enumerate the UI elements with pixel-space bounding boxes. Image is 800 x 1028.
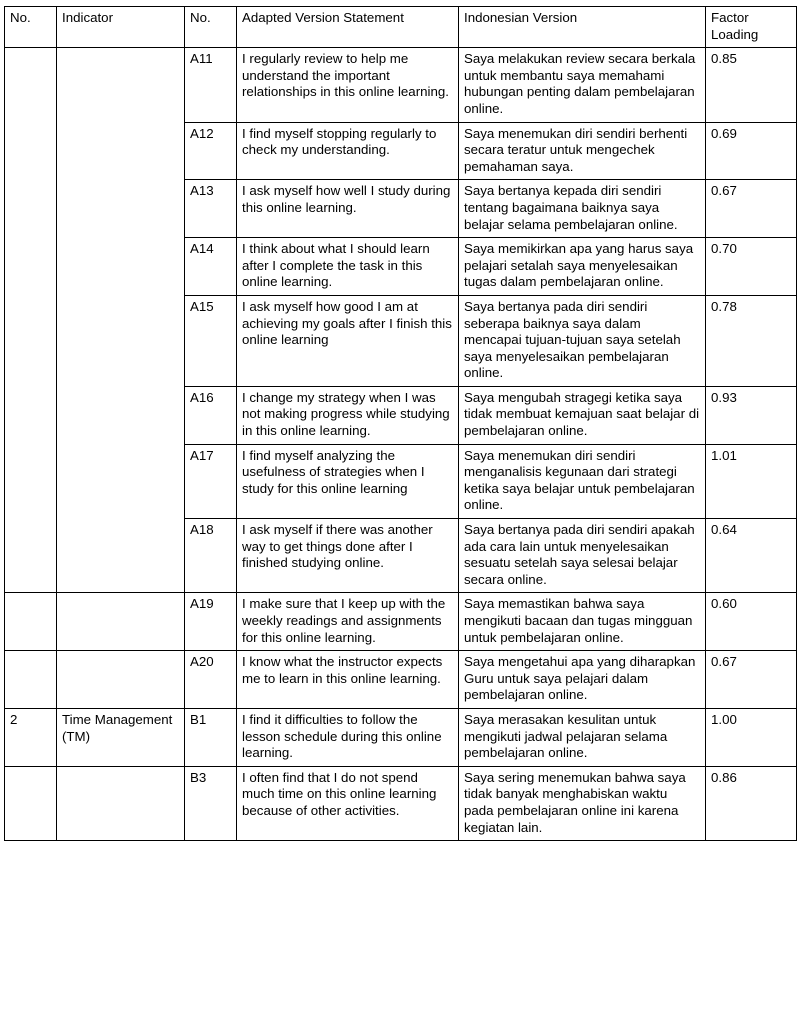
cell-adapted-statement: I ask myself how well I study during this online learning. — [237, 180, 459, 238]
cell-indonesian-statement: Saya mengubah stragegi ketika saya tidak membuat kemajuan saat belajar di pembelajaran online. — [459, 386, 706, 444]
cell-indonesian-statement: Saya bertanya pada diri sendiri seberapa baiknya saya dalam mencapai tujuan-tujuan saya setelah saya menyelesaikan pembelajaran online. — [459, 295, 706, 386]
cell-indonesian-statement: Saya memikirkan apa yang harus saya pelajari setalah saya menyelesaikan tugas dalam pembelajaran online. — [459, 238, 706, 296]
cell-indonesian-statement: Saya menemukan diri sendiri menganalisis kegunaan dari strategi ketika saya belajar untuk pembelajaran online. — [459, 444, 706, 518]
cell-factor-loading: 0.85 — [706, 48, 797, 122]
cell-indicator — [57, 651, 185, 709]
cell-no — [5, 48, 57, 593]
cell-item-code: A12 — [185, 122, 237, 180]
header-no-2: No. — [185, 7, 237, 48]
cell-adapted-statement: I find myself analyzing the usefulness of strategies when I study for this online learning — [237, 444, 459, 518]
cell-item-code: A17 — [185, 444, 237, 518]
cell-indonesian-statement: Saya sering menemukan bahwa saya tidak banyak menghabiskan waktu pada pembelajaran online ini karena kegiatan lain. — [459, 766, 706, 840]
cell-adapted-statement: I make sure that I keep up with the weekly readings and assignments for this online learning. — [237, 593, 459, 651]
questionnaire-table — [4, 6, 797, 841]
cell-no — [5, 766, 57, 840]
cell-item-code: A20 — [185, 651, 237, 709]
cell-item-code: A11 — [185, 48, 237, 122]
cell-no: 2 — [5, 708, 57, 766]
cell-item-code: A16 — [185, 386, 237, 444]
header-indicator: Indicator — [57, 7, 185, 48]
cell-indicator — [57, 766, 185, 840]
header-no-1: No. — [5, 7, 57, 48]
header-row — [5, 7, 797, 48]
cell-adapted-statement: I often find that I do not spend much time on this online learning because of other activities. — [237, 766, 459, 840]
cell-item-code: A19 — [185, 593, 237, 651]
header-adapted-version-statement: Adapted Version Statement — [237, 7, 459, 48]
table-row — [5, 708, 797, 766]
cell-no — [5, 651, 57, 709]
cell-factor-loading: 0.67 — [706, 651, 797, 709]
cell-indicator — [57, 48, 185, 593]
header-factor-loading: Factor Loading — [706, 7, 797, 48]
cell-factor-loading: 0.69 — [706, 122, 797, 180]
cell-indicator: Time Management (TM) — [57, 708, 185, 766]
cell-adapted-statement: I find myself stopping regularly to check my understanding. — [237, 122, 459, 180]
cell-indonesian-statement: Saya merasakan kesulitan untuk mengikuti jadwal pelajaran selama pembelajaran online. — [459, 708, 706, 766]
cell-indonesian-statement: Saya menemukan diri sendiri berhenti secara teratur untuk mengechek pemahaman saya. — [459, 122, 706, 180]
table-row — [5, 766, 797, 840]
cell-factor-loading: 0.67 — [706, 180, 797, 238]
table-header — [5, 7, 797, 48]
cell-item-code: B1 — [185, 708, 237, 766]
cell-adapted-statement: I regularly review to help me understand the important relationships in this online learning. — [237, 48, 459, 122]
cell-factor-loading: 0.78 — [706, 295, 797, 386]
table-row — [5, 651, 797, 709]
cell-factor-loading: 0.60 — [706, 593, 797, 651]
cell-item-code: A15 — [185, 295, 237, 386]
cell-indonesian-statement: Saya melakukan review secara berkala untuk membantu saya memahami hubungan penting dalam pembelajaran online. — [459, 48, 706, 122]
cell-adapted-statement: I change my strategy when I was not making progress while studying in this online learning. — [237, 386, 459, 444]
cell-factor-loading: 1.00 — [706, 708, 797, 766]
cell-factor-loading: 0.86 — [706, 766, 797, 840]
table-row — [5, 593, 797, 651]
cell-factor-loading: 1.01 — [706, 444, 797, 518]
cell-item-code: A14 — [185, 238, 237, 296]
table-body — [5, 48, 797, 841]
cell-item-code: A18 — [185, 519, 237, 593]
cell-indonesian-statement: Saya memastikan bahwa saya mengikuti bacaan dan tugas mingguan untuk pembelajaran online. — [459, 593, 706, 651]
cell-adapted-statement: I find it difficulties to follow the lesson schedule during this online learning. — [237, 708, 459, 766]
cell-no — [5, 593, 57, 651]
cell-factor-loading: 0.70 — [706, 238, 797, 296]
cell-adapted-statement: I ask myself how good I am at achieving my goals after I finish this online learning — [237, 295, 459, 386]
cell-factor-loading: 0.93 — [706, 386, 797, 444]
cell-adapted-statement: I know what the instructor expects me to learn in this online learning. — [237, 651, 459, 709]
cell-indonesian-statement: Saya bertanya kepada diri sendiri tentang bagaimana baiknya saya belajar selama pembelajaran online. — [459, 180, 706, 238]
table-row — [5, 48, 797, 122]
cell-adapted-statement: I ask myself if there was another way to get things done after I finished studying online. — [237, 519, 459, 593]
cell-item-code: A13 — [185, 180, 237, 238]
cell-indonesian-statement: Saya bertanya pada diri sendiri apakah ada cara lain untuk menyelesaikan sesuatu setelah saya selesai belajar secara online. — [459, 519, 706, 593]
cell-adapted-statement: I think about what I should learn after I complete the task in this online learning. — [237, 238, 459, 296]
cell-indonesian-statement: Saya mengetahui apa yang diharapkan Guru untuk saya pelajari dalam pembelajaran online. — [459, 651, 706, 709]
cell-indicator — [57, 593, 185, 651]
header-indonesian-version: Indonesian Version — [459, 7, 706, 48]
cell-item-code: B3 — [185, 766, 237, 840]
cell-factor-loading: 0.64 — [706, 519, 797, 593]
